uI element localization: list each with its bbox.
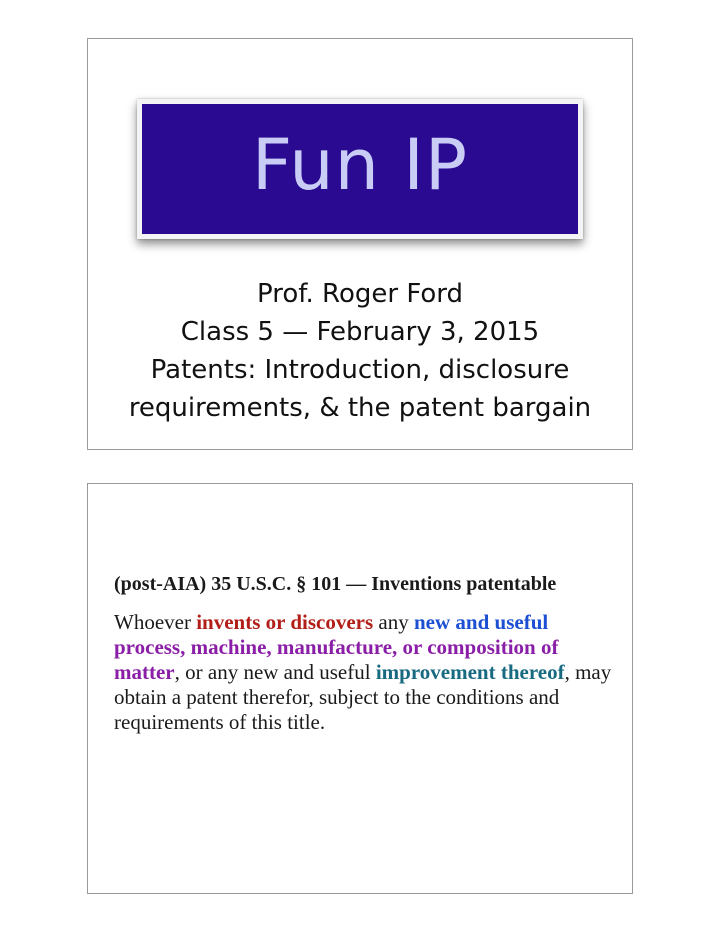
class-date: Class 5 — February 3, 2015 <box>180 317 540 347</box>
keyword-statutory-categories: process, machine, manufacture, or composition of matter <box>114 635 559 684</box>
statute-text <box>114 610 614 735</box>
title-slide <box>87 38 633 450</box>
statute-text-segment: any <box>373 610 414 634</box>
subtitle-block <box>88 275 632 427</box>
statute-heading: (post-AIA) 35 U.S.C. § 101 — Inventions patentable <box>114 573 557 595</box>
presenter-name: Prof. Roger Ford <box>257 279 463 309</box>
keyword-new-and-useful: new and useful <box>414 610 549 634</box>
statute-block <box>114 572 614 735</box>
statute-text-segment: Whoever <box>114 610 197 634</box>
statute-text-segment: , may obtain a patent therefor, subject to the conditions and requirements of this title. <box>114 660 612 734</box>
keyword-invents-or-discovers: invents or discovers <box>196 610 374 634</box>
statute-slide <box>87 483 633 894</box>
slide-title: Fun IP <box>251 124 469 206</box>
keyword-improvement-thereof: improvement thereof <box>375 660 565 684</box>
statute-text-segment: , or any new and useful <box>174 660 376 684</box>
topic-line-2: requirements, & the patent bargain <box>128 393 592 423</box>
title-banner <box>137 99 583 239</box>
topic-line-1: Patents: Introduction, disclosure <box>150 355 570 385</box>
